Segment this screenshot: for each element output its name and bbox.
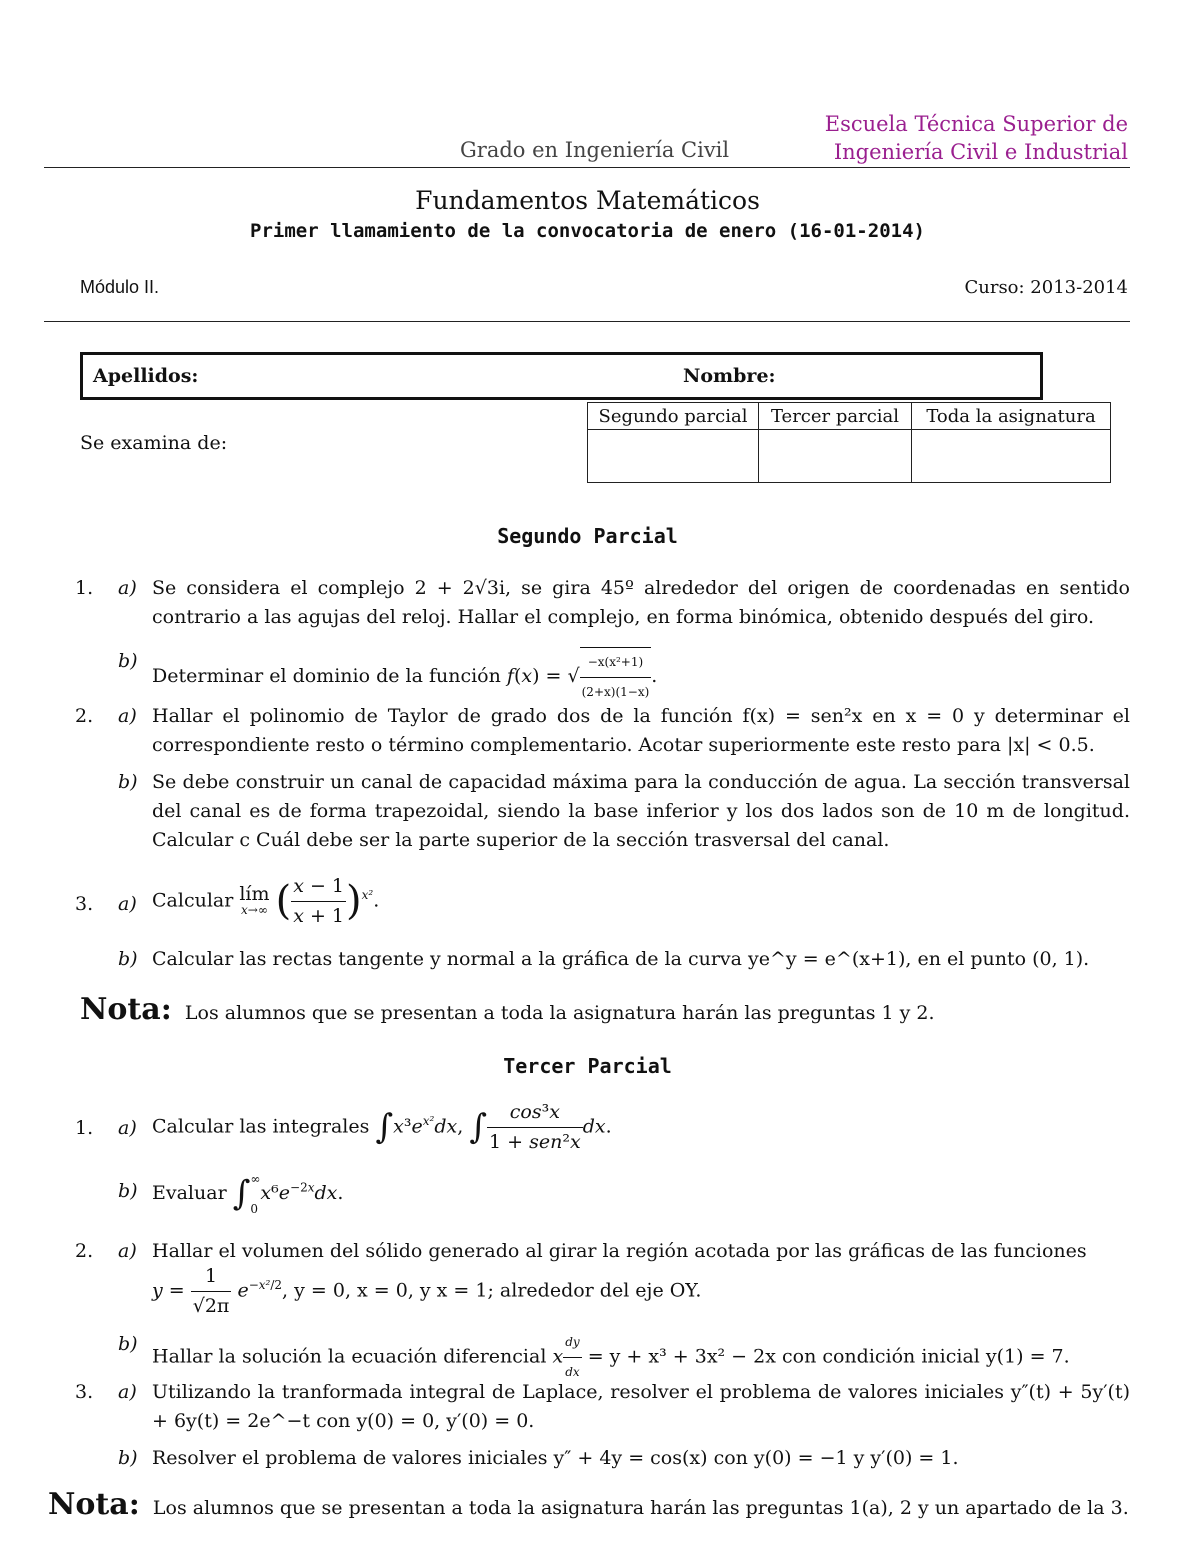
header-rule [44,167,1130,168]
nombre-label: Nombre: [683,365,776,387]
page-subtitle: Primer llamamiento de la convocatoria de enero (16-01-2014) [250,220,925,242]
part-label: a) [118,1117,137,1139]
course-year: Curso: 2013-2014 [964,277,1128,298]
question-text-formula: y = $\frac{1}{√2\pi}$ $e^{-x^2/2}$, y = 0, x = 0, y x = 1; alrededor del eje OY. [152,1262,1130,1321]
apellidos-label: Apellidos: [93,365,199,387]
part-label: a) [118,577,137,599]
nota-segundo [80,992,935,1027]
part-label: b) [118,1180,138,1202]
question-number: 1. [75,1117,94,1139]
question-text: Evaluar ∫∞ $0x^6e^{-2x}dx$. [152,1172,344,1216]
school-line-1: Escuela Técnica Superior de [824,112,1128,136]
nota-label: Nota: [80,992,172,1027]
question-number: 2. [75,705,94,727]
question-text: Calcular lím x→∞ ( $\frac{x - 1}{x + 1}$ )$^{x^2}$. [152,872,1130,931]
nota-text: Los alumnos que se presentan a toda la asignatura harán las preguntas 1 y 2. [184,1002,935,1024]
question-text-tail: = y + x³ + 3x² − 2x con condición inicial y(1) = 7. [587,1345,1070,1368]
option-toda-asignatura: Toda la asignatura [912,403,1111,430]
option-tercer-parcial: Tercer parcial [759,403,912,430]
part-label: a) [118,1381,137,1403]
question-text: Resolver el problema de valores iniciales y″ + 4y = cos(x) con y(0) = −1 y y′(0) = 1. [152,1447,959,1469]
option-segundo-parcial: Segundo parcial [588,403,759,430]
question-text-lead: Hallar la solución la ecuación diferencial [152,1345,547,1368]
question-number: 2. [75,1240,94,1262]
subheader-rule [44,321,1130,322]
checkbox-segundo-parcial[interactable] [588,430,759,483]
question-text: Hallar la solución la ecuación diferencial x $\frac{dy}{dx}$ = y + x³ + 3x² − 2x con condición inicial y(1) = 7. [152,1328,1130,1387]
question-number: 3. [75,893,94,915]
checkbox-toda-asignatura[interactable] [912,430,1111,483]
question-text-lead: Determinar el dominio de la función [152,665,501,687]
nota-tercero [48,1487,1130,1524]
question-text: Hallar el polinomio de Taylor de grado dos de la función f(x) = sen²x en x = 0 y determinar el correspondiente resto o término complementario. Acotar superiormente este resto para |x| < 0.5. [152,705,1130,756]
question-text: Utilizando la tranformada integral de Laplace, resolver el problema de valores iniciales y″(t) + 5y′(t) + 6y(t) = 2e^−t con y(0) = 0, y′(0) = 0. [152,1381,1130,1432]
part-label: b) [118,948,138,970]
school-line-2: Ingeniería Civil e Industrial [833,140,1128,164]
part-label: b) [118,650,138,672]
question-text-lead: Calcular las integrales [152,1115,370,1138]
page-title: Fundamentos Matemáticos [415,186,760,215]
part-label: b) [118,1447,138,1469]
nota-text: Los alumnos que se presentan a toda la asignatura harán las preguntas 1(a), 2 y un apartado de la 3. [152,1497,1129,1519]
part-label: b) [118,1333,138,1355]
question-text: Calcular las rectas tangente y normal a la gráfica de la curva ye^y = e^(x+1), en el punto (0, 1). [152,948,1090,970]
question-text-lead: Calcular [152,889,234,912]
question-text: Hallar el volumen del sólido generado al girar la región acotada por las gráficas de las funciones [152,1240,1087,1262]
question-text: Determinar el dominio de la función f(x) = √ $\frac{\text{−x(x²+1)}}{(2+x)(1-x)}$ . [152,647,1130,707]
question-text-tail: , y = 0, x = 0, y x = 1; alrededor del eje OY. [282,1279,702,1302]
question-text: Calcular las integrales $\int x^3e^{x^2}dx$, ∫ $\frac{\text{cos³x}}{\text{1 + sen²x}}$ dx. [152,1098,1130,1157]
exam-choice-table [587,402,1111,483]
section-title-tercero: Tercer Parcial [503,1054,672,1078]
question-number: 1. [75,577,94,599]
part-label: b) [118,771,138,793]
question-text: Se considera el complejo 2 + 2√3i, se gira 45º alrededor del origen de coordenadas en sentido contrario a las agujas del reloj. Hallar el complejo, en forma binómica, obtenido después del giro. [152,577,1130,628]
question-text-lead: Evaluar [152,1182,227,1204]
nota-label: Nota: [48,1487,140,1522]
program-name: Grado en Ingeniería Civil [460,138,730,162]
part-label: a) [118,893,137,915]
module-label: Módulo II. [80,277,160,297]
section-title-segundo: Segundo Parcial [497,524,678,548]
part-label: a) [118,705,137,727]
checkbox-tercer-parcial[interactable] [759,430,912,483]
student-name-box[interactable] [80,352,1043,400]
question-text: Se debe construir un canal de capacidad máxima para la conducción de agua. La sección transversal del canal es de forma trapezoidal, siendo la base inferior y los dos lados son de 10 m de longitud. Calcular c Cuál debe ser la parte superior de la sección trasversal del canal. [152,771,1130,851]
examina-label: Se examina de: [80,432,228,454]
school-name [825,110,1128,166]
part-label: a) [118,1240,137,1262]
question-number: 3. [75,1381,94,1403]
